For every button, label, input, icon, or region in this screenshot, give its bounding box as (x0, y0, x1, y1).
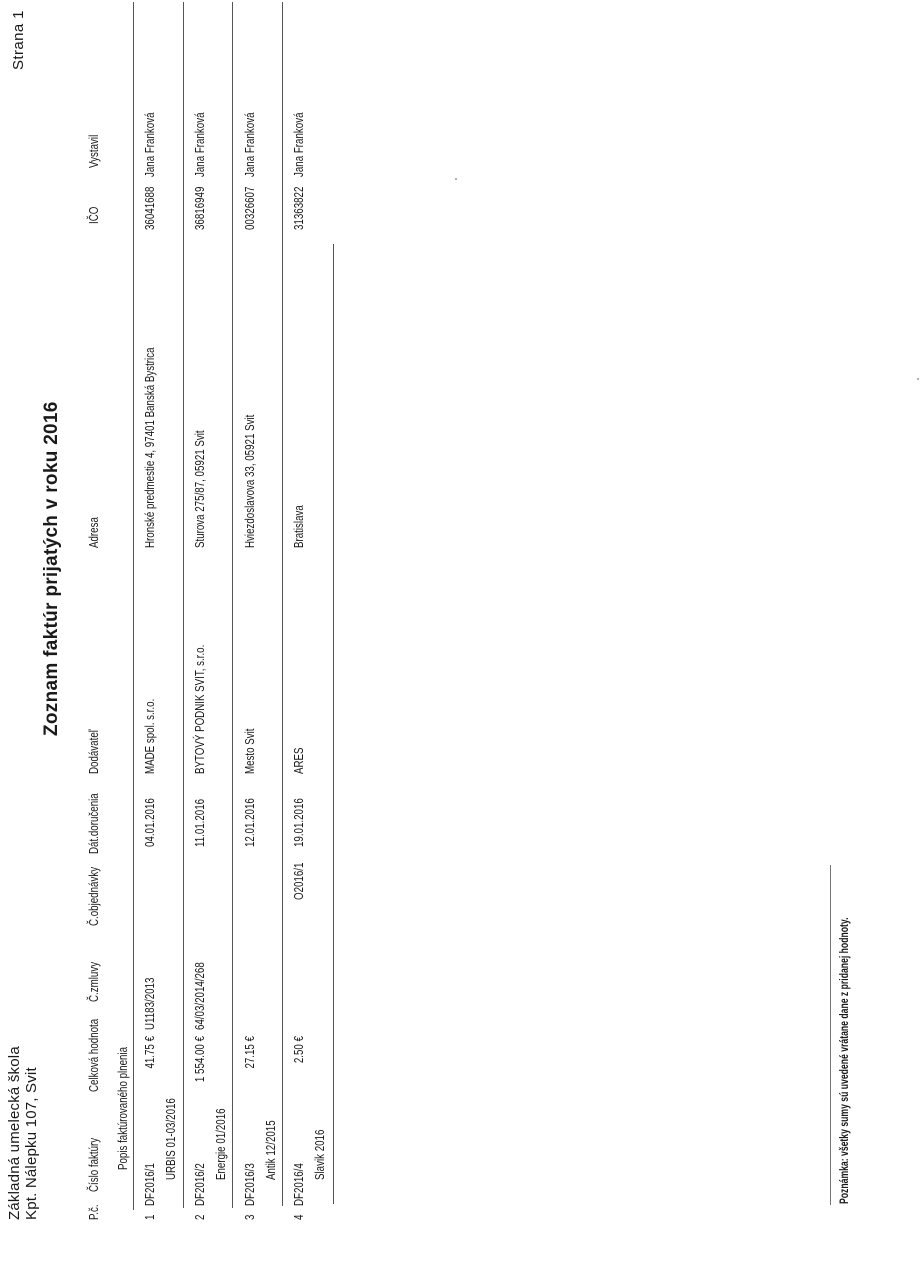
scan-speck (917, 378, 919, 380)
ico-number: 31363822 (292, 186, 306, 230)
row-no: 3 (243, 1214, 257, 1220)
invoice-number: DF2016/1 (143, 1163, 157, 1206)
supplier-address: Hronské predmestie 4, 97401 Banská Bystrica (143, 347, 157, 548)
order-number: O2016/1 (292, 862, 306, 900)
col-contract-no: Č.zmluvy (87, 961, 101, 1002)
page-number: Strana 1 (10, 10, 27, 70)
col-delivery-date: Dát.doručenia (87, 793, 101, 854)
vat-note: Poznámka: všetky sumy sú uvedené vrátane dane z pridanej hodnoty. (837, 917, 851, 1204)
col-total: Celková hodnota (87, 1018, 101, 1092)
school-name: Základná umelecká škola (6, 1046, 23, 1220)
supplier-address: Bratislava (292, 505, 306, 548)
delivery-date: 11.01.2016 (193, 798, 207, 847)
footer-rule (830, 865, 831, 1205)
issued-by: Jana Franková (193, 112, 207, 177)
table-rule (333, 244, 334, 1204)
table-rule (232, 2, 233, 1208)
page-title: Zoznam faktúr prijatých v roku 2016 (41, 401, 62, 736)
ico-number: 00326607 (243, 186, 257, 230)
col-order-no: Č.objednávky (87, 866, 101, 926)
delivery-date: 12.01.2016 (243, 798, 257, 847)
supplier-name: BYTOVÝ PODNIK SVIT, s.r.o. (193, 644, 207, 774)
col-address: Adresa (87, 517, 101, 548)
table-rule (183, 2, 184, 1208)
delivery-date: 04.01.2016 (143, 798, 157, 847)
total-amount: 2.50 € (292, 1036, 306, 1064)
issued-by: Jana Franková (292, 112, 306, 177)
ico-number: 36816949 (193, 186, 207, 230)
ico-number: 36041688 (143, 186, 157, 230)
col-supplier: Dodávateľ (87, 729, 101, 774)
total-amount: 1 554.00 € (193, 1036, 207, 1083)
col-row-no: P.č. (87, 1204, 101, 1220)
delivery-date: 19.01.2016 (292, 798, 306, 847)
invoice-number: DF2016/3 (243, 1163, 257, 1206)
total-amount: 41.75 € (143, 1036, 157, 1069)
scan-speck (455, 178, 457, 180)
row-no: 1 (143, 1214, 157, 1220)
contract-number: U1183/2013 (143, 977, 157, 1030)
col-issued-by: Vystavil (87, 134, 101, 168)
col-ico: IČO (87, 206, 101, 224)
total-amount: 27.15 € (243, 1036, 257, 1069)
contract-number: 64/03/2014/268 (193, 962, 207, 1030)
supplier-name: MADE spol. s.r.o. (143, 698, 157, 774)
table-rule (133, 2, 134, 1210)
invoice-description: Slavik 2016 (313, 1129, 327, 1180)
invoice-number: DF2016/2 (193, 1163, 207, 1206)
issued-by: Jana Franková (143, 112, 157, 177)
school-address: Kpt. Nálepku 107, Svit (23, 1067, 40, 1220)
invoice-description: Energie 01/2016 (214, 1108, 228, 1180)
invoice-description: URBIS 01-03/2016 (164, 1098, 178, 1180)
col-invoice-no: Číslo faktúry (87, 1137, 101, 1192)
supplier-address: Sturova 275/87, 05921 Svit (193, 430, 207, 548)
row-no: 4 (292, 1214, 306, 1220)
row-no: 2 (193, 1214, 207, 1220)
issued-by: Jana Franková (243, 112, 257, 177)
supplier-address: Hviezdoslavova 33, 05921 Svit (243, 414, 257, 548)
supplier-name: Mesto Svit (243, 728, 257, 774)
col-description: Popis faktúrovaného plnenia (116, 1046, 130, 1170)
supplier-name: ARES (292, 747, 306, 774)
table-rule (282, 2, 283, 1206)
invoice-description: Antik 12/2015 (264, 1120, 278, 1180)
invoice-number: DF2016/4 (292, 1163, 306, 1206)
